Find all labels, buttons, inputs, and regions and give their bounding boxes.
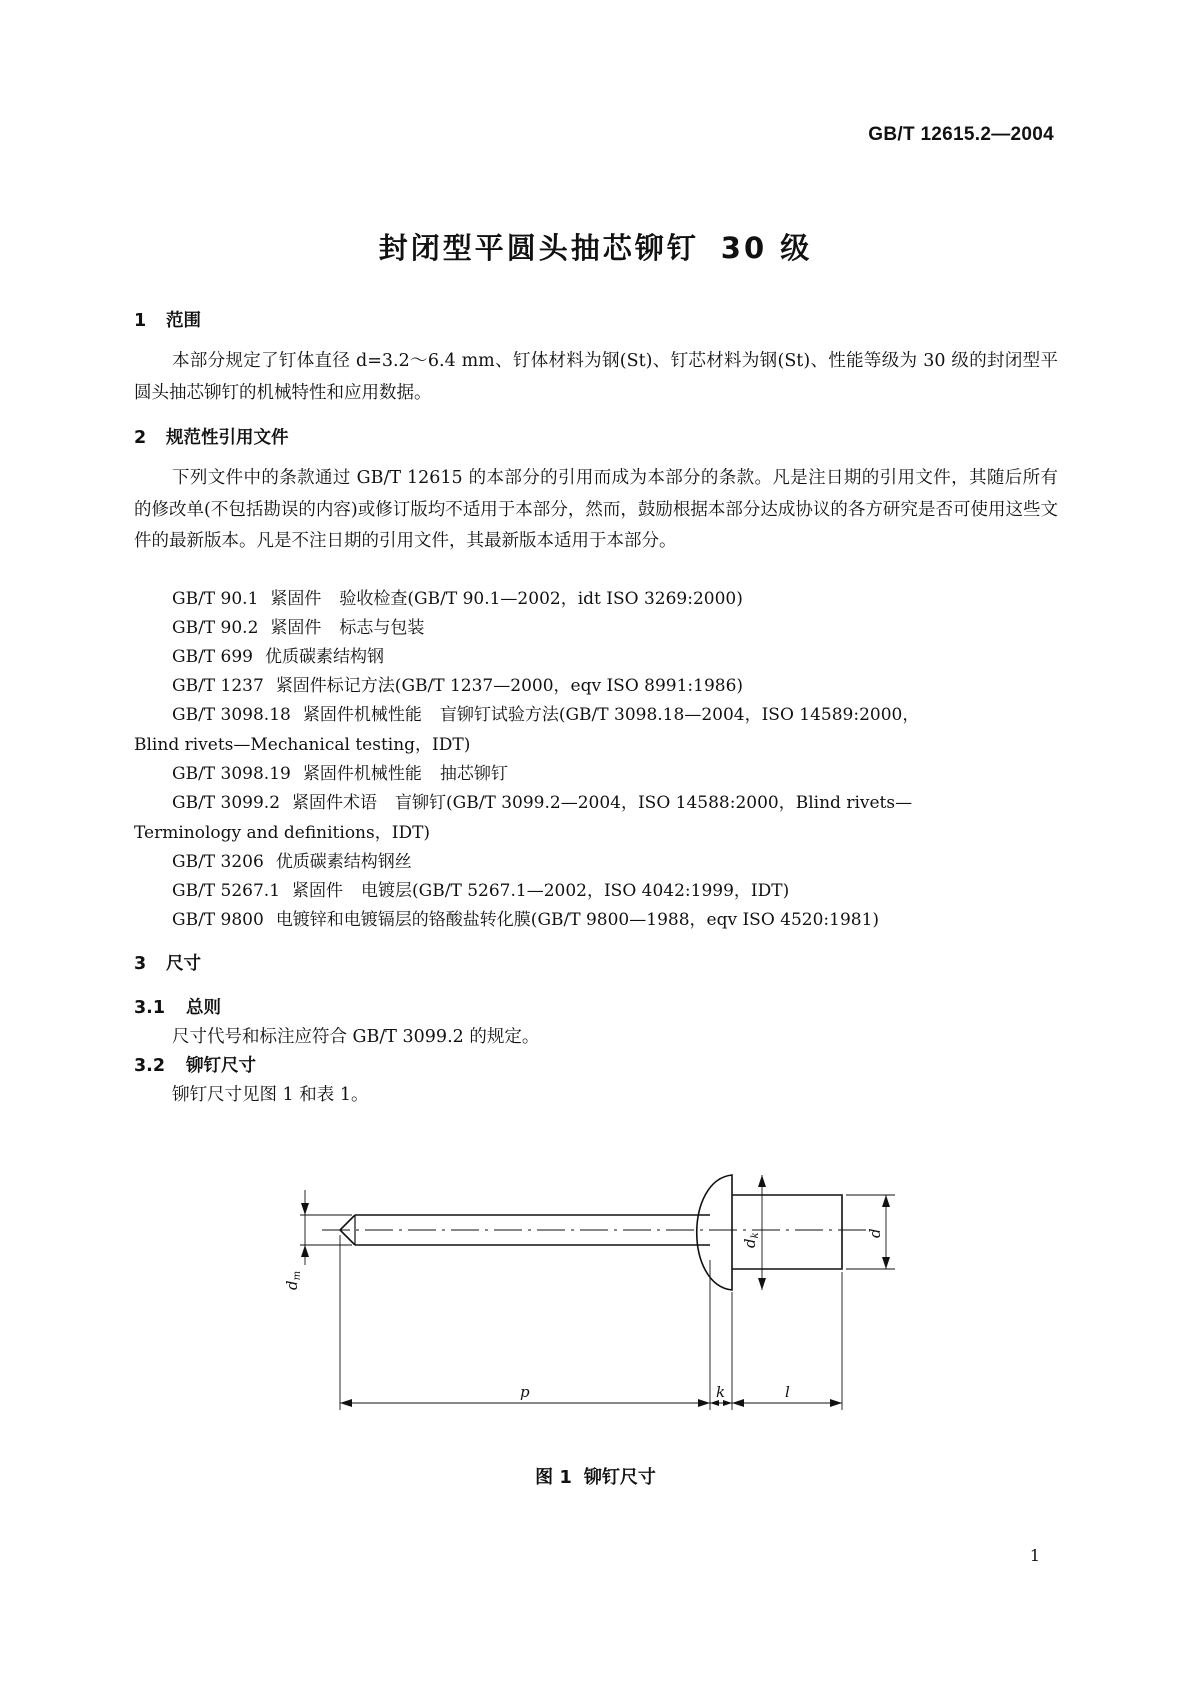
dm-arrow-top (301, 1203, 309, 1215)
title-grade: 30 级 (720, 231, 813, 265)
l-label: l (785, 1383, 790, 1401)
reference-detail: 标志与包装 (339, 618, 425, 638)
reference-title: 紧固件术语 (292, 793, 378, 813)
reference-detail: 验收检查(GB/T 90.1—2002，idt ISO 3269:2000) (339, 589, 743, 609)
dm-arrow-bottom (301, 1245, 309, 1257)
section-2-paragraph: 下列文件中的条款通过 GB/T 12615 的本部分的引用而成为本部分的条款。凡是注日期的引用文件，其随后所有的修改单(不包括勘误的内容)或修订版均不适用于本部分，然而，鼓励根据本部分达成协议的各方研究是否可使用这些文件的最新版本。凡是不注日期的引用文件，其最新版本适用于本部分。 (134, 468, 1058, 551)
reference-code: GB/T 5267.1 (172, 881, 281, 901)
subsection-number: 3.2 (134, 1056, 166, 1076)
reference-code: GB/T 3206 (172, 852, 264, 872)
section-number: 1 (134, 311, 147, 331)
dk-label: $d_k$ (741, 1232, 761, 1248)
p-arrow-left (340, 1399, 352, 1407)
section-1-paragraph: 本部分规定了钉体直径 d=3.2～6.4 mm、钉体材料为钢(St)、钉芯材料为钢(St)、性能等级为 30 级的封闭型平圆头抽芯铆钉的机械特性和应用数据。 (134, 351, 1058, 403)
rivet-head (697, 1175, 732, 1290)
reference-continuation: Terminology and definitions，IDT) (134, 823, 431, 843)
k-label: k (716, 1383, 726, 1401)
standard-number: GB/T 12615.2—2004 (868, 124, 1054, 145)
figure-title: 铆钉尺寸 (583, 1467, 656, 1488)
reference-title: 优质碳素结构钢 (265, 647, 384, 667)
subsection-title: 总则 (186, 998, 221, 1018)
reference-code: GB/T 699 (172, 647, 253, 667)
reference-title: 优质碳素结构钢丝 (275, 852, 412, 872)
reference-code: GB/T 9800 (172, 910, 264, 930)
reference-title: 紧固件 (270, 618, 322, 638)
figure-caption (0, 1463, 1191, 1489)
d-arrow-bottom (882, 1257, 890, 1269)
p-label: p (520, 1383, 530, 1401)
reference-code: GB/T 90.2 (172, 618, 259, 638)
dm-label: $d_m$ (283, 1270, 303, 1290)
d-label: d (866, 1228, 884, 1238)
dk-arrow-top (758, 1175, 766, 1187)
section-title: 规范性引用文件 (166, 428, 289, 448)
p-arrow-right (698, 1399, 710, 1407)
reference-detail: 电镀层(GB/T 5267.1—2002，ISO 4042:1999，IDT) (361, 881, 790, 901)
subsection-number: 3.1 (134, 998, 166, 1018)
section-number: 2 (134, 428, 147, 448)
reference-title: 紧固件 (270, 589, 322, 609)
subsection-3-1-text: 尺寸代号和标注应符合 GB/T 3099.2 的规定。 (172, 1027, 540, 1047)
reference-code: GB/T 3099.2 (172, 793, 281, 813)
reference-title: 紧固件 (292, 881, 344, 901)
subsection-title: 铆钉尺寸 (186, 1056, 256, 1076)
figure-number: 图 1 (535, 1467, 572, 1488)
section-title: 范围 (166, 311, 201, 331)
section-title: 尺寸 (166, 954, 201, 974)
page-number: 1 (1029, 1546, 1040, 1565)
l-arrow-right (830, 1399, 842, 1407)
reference-continuation: Blind rivets—Mechanical testing，IDT) (134, 735, 471, 755)
l-arrow-left (732, 1399, 744, 1407)
reference-title: 紧固件标记方法(GB/T 1237—2000，eqv ISO 8991:1986) (275, 676, 744, 696)
subsection-3-2-text: 铆钉尺寸见图 1 和表 1。 (172, 1085, 369, 1105)
reference-code: GB/T 3098.19 (172, 764, 291, 784)
rivet-body (732, 1195, 842, 1269)
title-main: 封闭型平圆头抽芯铆钉 (378, 231, 699, 265)
reference-title: 紧固件机械性能 (302, 705, 422, 725)
reference-detail: 盲铆钉(GB/T 3099.2—2004，ISO 14588:2000，Blind rivets— (395, 793, 913, 813)
reference-code: GB/T 3098.18 (172, 705, 291, 725)
section-number: 3 (134, 954, 147, 974)
d-arrow-top (882, 1195, 890, 1207)
reference-code: GB/T 1237 (172, 676, 264, 696)
dk-arrow-bottom (758, 1278, 766, 1290)
reference-title: 紧固件机械性能 (302, 764, 422, 784)
reference-detail: 抽芯铆钉 (439, 764, 508, 784)
reference-detail: 盲铆钉试验方法(GB/T 3098.18—2004，ISO 14589:2000， (439, 705, 920, 725)
reference-title: 电镀锌和电镀镉层的铬酸盐转化膜(GB/T 9800—1988，eqv ISO 4520:1981) (275, 910, 880, 930)
reference-code: GB/T 90.1 (172, 589, 259, 609)
